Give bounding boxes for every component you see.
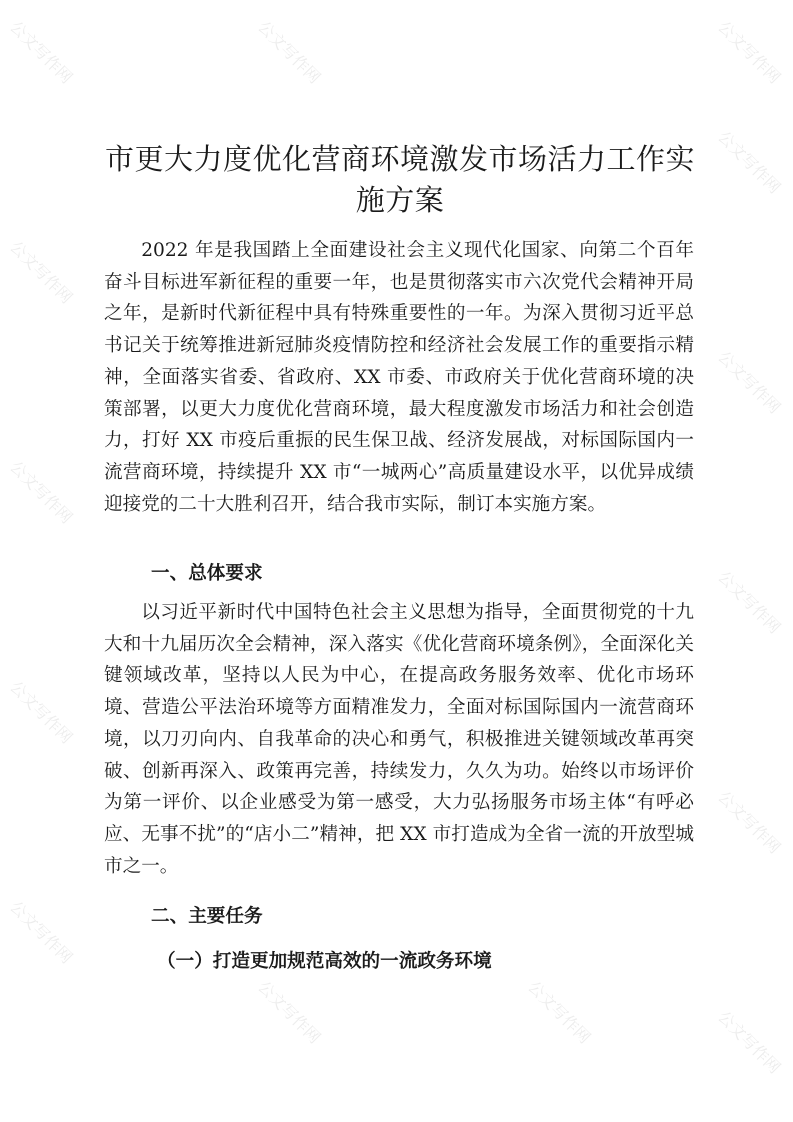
subsection-heading-government-environment: （一）打造更加规范高效的一流政务环境: [157, 951, 492, 972]
section-heading-main-tasks: 二、主要任务: [151, 906, 263, 927]
intro-paragraph: 2022 年是我国踏上全面建设社会主义现代化国家、向第二个百年奋斗目标进军新征程的重要一年，也是贯彻落实市六次党代会精神开局之年，是新时代新征程中具有特殊重要性的一年。为深入贯彻习近平总书记关于统筹推进新冠肺炎疫情防控和经济社会发展工作的重要指示精神，全面落实省委、省政府、XX 市委、市政府关于优化营商环境的决策部署，以更大力度优化营商环境，最大程度激发市场活力和社会创造力，打好 XX 市疫后重振的民生保卫战、经济发展战，对标国际国内一流营商环境，持续提升 XX 市“一城两心”高质量建设水平，以优异成绩迎接党的二十大胜利召开，结合我市实际，制订本实施方案。: [104, 240, 694, 515]
watermark: 公文写作网: [714, 127, 785, 198]
watermark: 公文写作网: [714, 567, 785, 638]
watermark: 公文写作网: [6, 17, 77, 88]
document-title: 市更大力度优化营商环境激发市场活力工作实施方案: [104, 142, 695, 217]
watermark: 公文写作网: [6, 457, 77, 528]
watermark: 公文写作网: [714, 17, 785, 88]
section-heading-general-requirements: 一、总体要求: [151, 563, 263, 584]
watermark: 公文写作网: [6, 677, 77, 748]
watermark: 公文写作网: [714, 787, 785, 858]
watermark: 公文写作网: [6, 897, 77, 968]
general-requirements-paragraph: 以习近平新时代中国特色社会主义思想为指导，全面贯彻党的十九大和十九届历次全会精神，深入落实《优化营商环境条例》，全面深化关键领域改革，坚持以人民为中心，在提高政务服务效率、优化市场环境、营造公平法治环境等方面精准发力，全面对标国际国内一流营商环境，以刀刃向内、自我革命的决心和勇气，积极推进关键领域改革再突破、创新再深入、政策再完善，持续发力，久久为功。始终以市场评价为第一评价、以企业感受为第一感受，大力弘扬服务市场主体“有呼必应、无事不扰”的“店小二”精神，把 XX 市打造成为全省一流的开放型城市之一。: [104, 602, 694, 877]
watermark: 公文写作网: [254, 17, 325, 88]
watermark: 公文写作网: [524, 977, 595, 1048]
watermark: 公文写作网: [714, 347, 785, 418]
watermark: 公文写作网: [254, 977, 325, 1048]
watermark: 公文写作网: [714, 1007, 785, 1078]
watermark: 公文写作网: [6, 237, 77, 308]
